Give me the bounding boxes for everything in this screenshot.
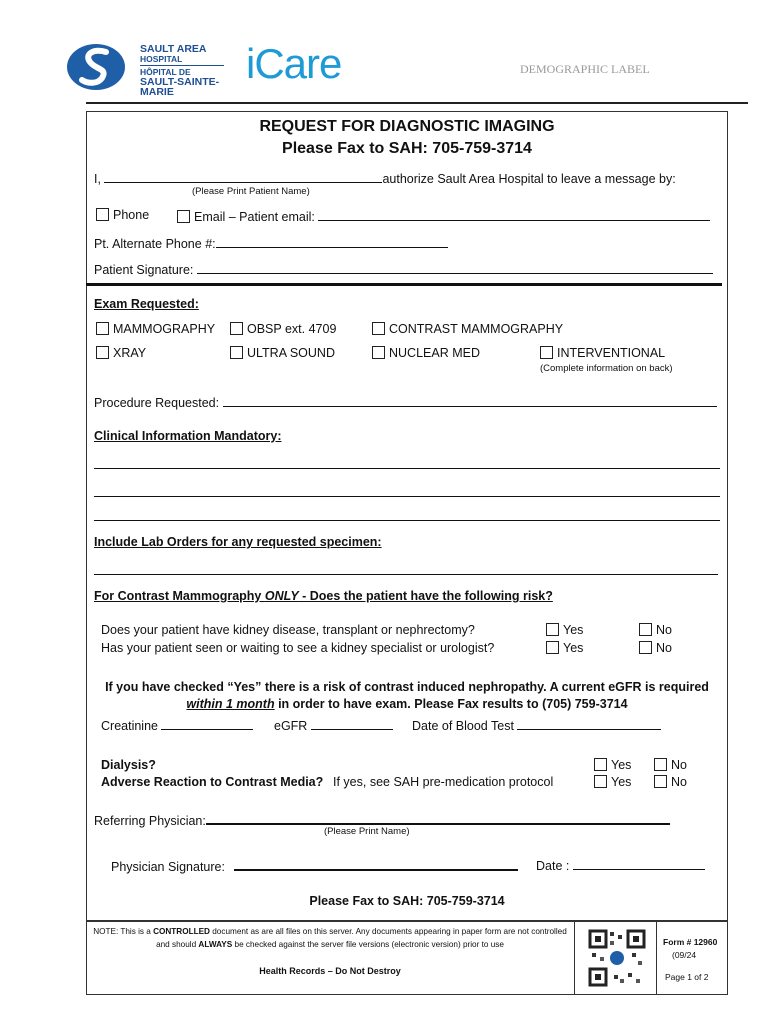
blood-test-field[interactable] (517, 717, 661, 730)
premed-note: If yes, see SAH pre-medication protocol (333, 775, 554, 789)
egfr-warning (86, 679, 728, 713)
header-rule (86, 102, 748, 104)
controlled-note (92, 925, 568, 951)
procedure-label: Procedure Requested: (94, 396, 220, 410)
footer-divider-1 (574, 921, 575, 994)
creatinine-field[interactable] (161, 717, 253, 730)
mammography-checkbox[interactable] (96, 322, 109, 335)
email-checkbox[interactable] (177, 210, 190, 223)
patient-signature-label: Patient Signature: (94, 263, 194, 277)
print-patient-hint: (Please Print Patient Name) (192, 186, 310, 197)
q2-no[interactable] (639, 641, 672, 655)
physician-signature-label: Physician Signature: (111, 860, 225, 874)
contrast-mammo-checkbox[interactable] (372, 322, 385, 335)
date-field[interactable] (573, 857, 705, 870)
phone-label: Phone (113, 208, 150, 222)
q2-yes-checkbox[interactable] (546, 641, 559, 654)
dialysis-no-checkbox[interactable] (654, 758, 667, 771)
patient-name-field[interactable] (104, 170, 382, 183)
obsp-checkbox[interactable] (230, 322, 243, 335)
exam-heading: Exam Requested: (94, 297, 199, 311)
form-title-line2: Please Fax to SAH: 705-759-3714 (282, 140, 532, 157)
phone-checkbox[interactable] (96, 208, 109, 221)
note-controlled: CONTROLLED (153, 927, 210, 936)
demographic-label: DEMOGRAPHIC LABEL (520, 62, 650, 76)
q1-no-checkbox[interactable] (639, 623, 652, 636)
egfr-warning-rest: in order to have exam. Please Fax results to (705) 759-3714 (274, 697, 628, 711)
contrast-heading-pre: For Contrast Mammography (94, 589, 265, 603)
email-field[interactable] (318, 208, 710, 221)
dialysis-yes-label: Yes (611, 758, 632, 772)
adverse-no[interactable] (654, 775, 687, 789)
egfr-field[interactable] (311, 717, 393, 730)
obsp-label: OBSP ext. 4709 (247, 322, 337, 336)
xray-label: XRAY (113, 346, 147, 360)
email-option[interactable] (177, 208, 710, 224)
creatinine-row (101, 717, 253, 733)
adverse-yes-label: Yes (611, 775, 632, 789)
interventional-label: INTERVENTIONAL (557, 346, 666, 360)
patient-signature-row (94, 261, 713, 277)
specialist-question: Has your patient seen or waiting to see a kidney specialist or urologist? (101, 641, 495, 655)
note-pre: NOTE: This is a (93, 927, 154, 936)
iccare-i: i (246, 40, 255, 87)
form-number: Form # 12960 (663, 937, 718, 947)
logo-line-4: SAULT-SAINTE-MARIE (140, 76, 220, 98)
health-records: Health Records – Do Not Destroy (259, 966, 401, 976)
dialysis-yes-checkbox[interactable] (594, 758, 607, 771)
q1-yes[interactable] (546, 623, 583, 637)
clinical-line-3[interactable] (94, 508, 720, 521)
creatinine-label: Creatinine (101, 719, 158, 733)
contrast-heading-only: ONLY (264, 589, 299, 603)
physician-signature-field[interactable] (234, 857, 518, 871)
egfr-label: eGFR (274, 719, 308, 733)
mammography-label: MAMMOGRAPHY (113, 322, 216, 336)
q2-no-label: No (656, 641, 672, 655)
iccare-logo (246, 40, 341, 88)
adverse-no-label: No (671, 775, 687, 789)
sah-logo-mark-icon (66, 42, 128, 92)
form-title-line1: REQUEST FOR DIAGNOSTIC IMAGING (259, 118, 555, 135)
contrast-heading (94, 589, 553, 603)
dialysis-no-label: No (671, 758, 687, 772)
logo-line-1: SAULT AREA (140, 43, 207, 55)
note-always: ALWAYS (198, 940, 233, 949)
authorize-row (94, 170, 676, 186)
logo-line-2: HOSPITAL (140, 54, 183, 64)
ultrasound-checkbox[interactable] (230, 346, 243, 359)
footer-fax: Please Fax to SAH: 705-759-3714 (309, 894, 505, 908)
page-number: Page 1 of 2 (665, 972, 709, 982)
footer-divider-2 (656, 921, 657, 994)
alt-phone-row (94, 235, 448, 251)
section-divider (86, 283, 722, 286)
interventional-checkbox[interactable] (540, 346, 553, 359)
logo-line-3: HÔPITAL DE (140, 67, 191, 77)
procedure-field[interactable] (223, 394, 717, 407)
exam-ultrasound[interactable] (230, 346, 335, 360)
kidney-question: Does your patient have kidney disease, transplant or nephrectomy? (101, 623, 475, 637)
physician-print-hint: (Please Print Name) (324, 826, 410, 837)
exam-interventional[interactable] (540, 346, 665, 360)
date-row (536, 857, 705, 873)
iccare-rest: Care (254, 40, 342, 87)
phone-option[interactable] (96, 208, 149, 222)
lab-heading: Include Lab Orders for any requested specimen: (94, 535, 382, 549)
adverse-yes-checkbox[interactable] (594, 775, 607, 788)
physician-signature-row (111, 857, 518, 874)
alt-phone-label: Pt. Alternate Phone #: (94, 237, 216, 251)
nuclear-checkbox[interactable] (372, 346, 385, 359)
exam-obsp[interactable] (230, 322, 336, 336)
xray-checkbox[interactable] (96, 346, 109, 359)
sah-logo (66, 42, 231, 98)
alt-phone-field[interactable] (216, 235, 448, 248)
interventional-note: (Complete information on back) (540, 363, 673, 374)
note-mid: document as are all files on this server. Any documents appearing in paper form are not controlled and should (156, 927, 567, 949)
authorize-text: authorize Sault Area Hospital to leave a message by: (382, 172, 676, 186)
qr-code-icon (588, 929, 646, 990)
q2-yes[interactable] (546, 641, 583, 655)
adverse-no-checkbox[interactable] (654, 775, 667, 788)
egfr-within-month: within 1 month (186, 697, 275, 711)
nuclear-label: NUCLEAR MED (389, 346, 480, 360)
patient-signature-field[interactable] (197, 261, 713, 274)
egfr-row (274, 717, 393, 733)
q1-yes-label: Yes (563, 623, 584, 637)
blood-test-row (412, 717, 661, 733)
dialysis-yes[interactable] (594, 758, 631, 772)
adverse-question: Adverse Reaction to Contrast Media? (101, 775, 324, 789)
q1-no-label: No (656, 623, 672, 637)
exam-nuclear[interactable] (372, 346, 480, 360)
referring-label: Referring Physician: (94, 814, 206, 828)
lab-field[interactable] (94, 562, 718, 575)
contrast-mammo-label: CONTRAST MAMMOGRAPHY (389, 322, 564, 336)
contrast-heading-post: - Does the patient have the following risk? (298, 589, 553, 603)
clinical-heading: Clinical Information Mandatory: (94, 429, 282, 443)
email-label: Email – Patient email: (194, 210, 315, 224)
dialysis-no[interactable] (654, 758, 687, 772)
ultrasound-label: ULTRA SOUND (247, 346, 335, 360)
procedure-row (94, 394, 717, 410)
q1-yes-checkbox[interactable] (546, 623, 559, 636)
exam-xray[interactable] (96, 346, 146, 360)
date-label: Date : (536, 859, 570, 873)
egfr-warning-line1: If you have checked “Yes” there is a risk of contrast induced nephropathy. A current eGFR is required (105, 680, 709, 694)
i-prefix: I, (94, 172, 101, 186)
q2-no-checkbox[interactable] (639, 641, 652, 654)
exam-mammography[interactable] (96, 322, 215, 336)
adverse-yes[interactable] (594, 775, 631, 789)
referring-field[interactable] (206, 811, 670, 825)
blood-test-label: Date of Blood Test (412, 719, 514, 733)
dialysis-question: Dialysis? (101, 758, 156, 772)
egfr-warning-line2 (86, 696, 728, 713)
clinical-line-2[interactable] (94, 484, 720, 497)
exam-contrast-mammo[interactable] (372, 322, 563, 336)
q2-yes-label: Yes (563, 641, 584, 655)
form-date: (09/24 (672, 950, 697, 960)
q1-no[interactable] (639, 623, 672, 637)
note-post: be checked against the server file versions (electronic version) prior to use (232, 940, 504, 949)
clinical-line-1[interactable] (94, 456, 720, 469)
form-title (86, 116, 728, 160)
